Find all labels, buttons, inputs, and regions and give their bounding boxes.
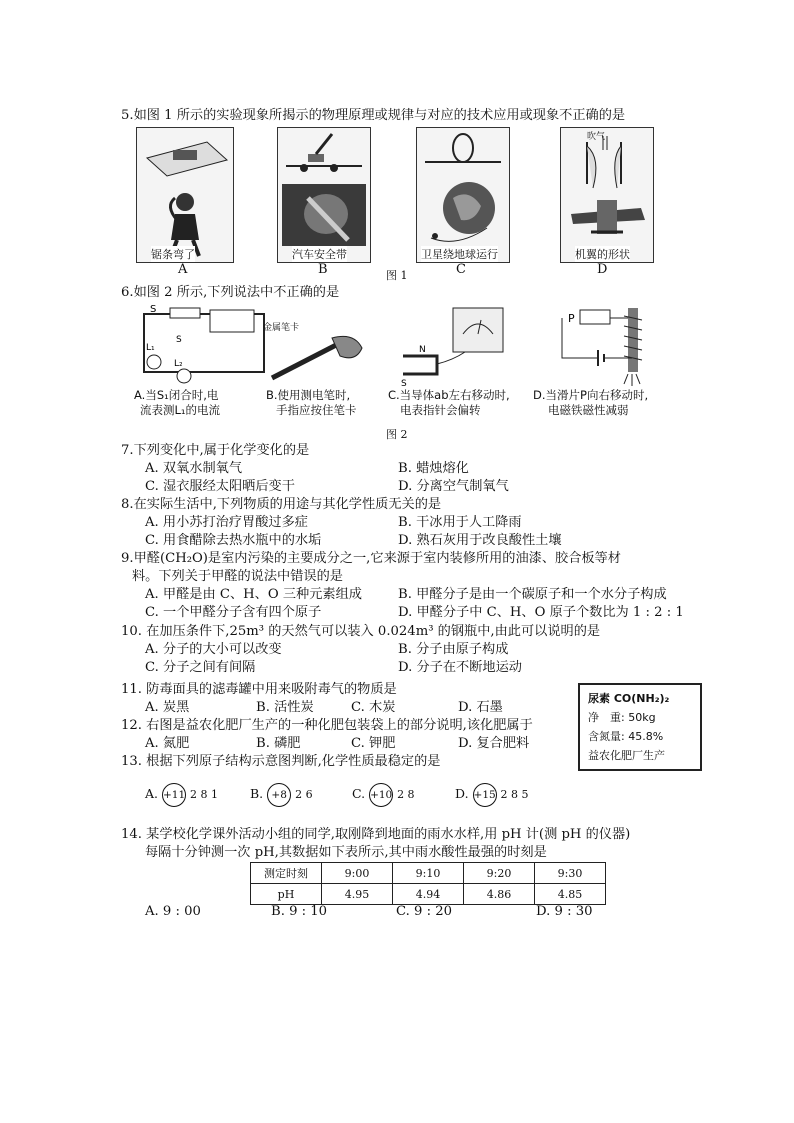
ph-table-cell: pH (251, 884, 322, 905)
fig2-c-caption-2: 电表指针会偏转 (400, 403, 481, 417)
fig1-b-image (277, 127, 371, 263)
ph-table-cell: 4.94 (393, 884, 464, 905)
fig1-d-image (560, 127, 654, 263)
q9-option-c: C. 一个甲醛分子含有四个原子 (145, 605, 322, 620)
atom-a-nucleus: +11 (162, 783, 186, 807)
fig1-d-letter: D (597, 262, 608, 277)
atom-d (455, 783, 529, 807)
ph-table-cell: 4.86 (464, 884, 535, 905)
atom-c-letter: C. (352, 786, 366, 801)
q9-stem-line1: 9.甲醛(CH₂O)是室内污染的主要成分之一,它来源于室内装修所用的油漆、胶合板等材 (121, 551, 621, 566)
fig2-b-caption-2: 手指应按住笔卡 (276, 403, 357, 417)
atom-b-nucleus: +8 (267, 783, 291, 807)
fig1-label: 图 1 (386, 269, 408, 282)
q9-option-d: D. 甲醛分子中 C、H、O 原子个数比为 1 : 2 : 1 (398, 605, 684, 620)
q11-option-c: C. 木炭 (351, 700, 396, 715)
q13-stem: 13. 根据下列原子结构示意图判断,化学性质最稳定的是 (121, 754, 441, 769)
fig2-c-galvanometer (393, 304, 513, 388)
fig1-b-drawing (278, 128, 370, 262)
q12-option-b: B. 磷肥 (256, 736, 301, 751)
fig2-d-caption-2: 电磁铁磁性减弱 (548, 403, 629, 417)
atom-b (250, 783, 313, 807)
fig1-b-letter: B (318, 262, 328, 277)
q14-option-d: D. 9 : 30 (536, 904, 593, 919)
atom-b-letter: B. (250, 786, 264, 801)
fig1-d-blow-label: 吹气 (587, 132, 606, 142)
q10-option-a: A. 分子的大小可以改变 (145, 642, 282, 657)
q14-stem-line1: 14. 某学校化学课外活动小组的同学,取刚降到地面的雨水水样,用 pH 计(测 pH 的仪器) (121, 827, 631, 842)
q8-option-d: D. 熟石灰用于改良酸性土壤 (398, 533, 562, 548)
q10-option-b: B. 分子由原子构成 (398, 642, 509, 657)
atom-c-nucleus: +10 (369, 783, 393, 807)
fig1-a-letter: A (178, 262, 188, 277)
ph-table-cell: 9:30 (535, 863, 606, 884)
fig1-d-drawing (561, 128, 653, 262)
q14-option-c: C. 9 : 20 (396, 904, 453, 919)
fig2-a-caption-2: 流表测L₁的电流 (140, 403, 221, 417)
atom-b-shells: 2 6 (295, 788, 313, 801)
svg-text:S: S (150, 304, 157, 315)
ph-table-cell: 9:00 (322, 863, 393, 884)
fig1-d-caption: 机翼的形状 (575, 248, 630, 261)
ph-table-cell: 9:10 (393, 863, 464, 884)
svg-text:L₁: L₁ (146, 343, 155, 353)
q7-stem: 7.下列变化中,属于化学变化的是 (121, 443, 310, 458)
fig2-b-caption-1: B.使用测电笔时, (266, 388, 351, 402)
ph-table-cell: 4.85 (535, 884, 606, 905)
q14-option-b: B. 9 : 10 (271, 904, 328, 919)
fig2-c-caption-1: C.当导体ab左右移动时, (388, 388, 510, 402)
q9-stem-line2: 料。下列关于甲醛的说法中错误的是 (132, 569, 343, 584)
q8-stem: 8.在实际生活中,下列物质的用途与其化学性质无关的是 (121, 497, 442, 512)
ph-table (250, 862, 606, 905)
q11-option-d: D. 石墨 (458, 700, 503, 715)
fig2-label: 图 2 (386, 428, 408, 441)
atom-c (352, 783, 415, 807)
ph-table-cell: 4.95 (322, 884, 393, 905)
atom-c-shells: 2 8 (397, 788, 415, 801)
q14-stem-line2: 每隔十分钟测一次 pH,其数据如下表所示,其中雨水酸性最强的时刻是 (145, 845, 547, 860)
fig1-a-image (136, 127, 234, 263)
q11-option-b: B. 活性炭 (256, 700, 314, 715)
svg-text:S: S (176, 335, 182, 345)
fig1-a-caption: 锯条弯了 (151, 248, 195, 261)
q7-option-a: A. 双氧水制氧气 (145, 461, 243, 476)
fertilizer-label-name: 尿素 CO(NH₂)₂ (588, 692, 670, 705)
atom-d-nucleus: +15 (473, 783, 497, 807)
ph-table-cell: 9:20 (464, 863, 535, 884)
fertilizer-label (578, 683, 702, 771)
ph-table-row-ph (251, 884, 606, 905)
atom-a-shells: 2 8 1 (189, 788, 218, 801)
atom-a-letter: A. (145, 786, 159, 801)
fig2-pen-label: 金属笔卡 (263, 323, 300, 333)
q9-option-b: B. 甲醛分子是由一个碳原子和一个水分子构成 (398, 587, 667, 602)
fig1-b-caption: 汽车安全带 (292, 248, 347, 261)
q7-option-d: D. 分离空气制氧气 (398, 479, 509, 494)
q6-stem: 6.如图 2 所示,下列说法中不正确的是 (121, 285, 340, 300)
q10-stem: 10. 在加压条件下,25m³ 的天然气可以装入 0.024m³ 的钢瓶中,由此可以说明的是 (121, 624, 601, 639)
svg-text:L₂: L₂ (174, 359, 183, 369)
fertilizer-label-nitrogen: 含氮量: 45.8% (588, 730, 664, 743)
q14-option-a: A. 9 : 00 (145, 904, 201, 919)
fig1-c-letter: C (456, 262, 466, 277)
atom-d-letter: D. (455, 786, 469, 801)
fig2-a-circuit (140, 304, 280, 388)
fig2-b-pen (262, 328, 372, 388)
svg-text:N: N (419, 345, 426, 355)
q11-stem: 11. 防毒面具的滤毒罐中用来吸附毒气的物质是 (121, 682, 397, 697)
fig2-a-caption-1: A.当S₁闭合时,电 (134, 388, 219, 402)
q10-option-c: C. 分子之间有间隔 (145, 660, 256, 675)
svg-text:S: S (401, 379, 407, 388)
fig1-a-drawing (137, 128, 233, 262)
atom-d-shells: 2 8 5 (500, 788, 529, 801)
q8-option-b: B. 干冰用于人工降雨 (398, 515, 522, 530)
q12-stem: 12. 右图是益农化肥厂生产的一种化肥包装袋上的部分说明,该化肥属于 (121, 718, 533, 733)
q12-option-a: A. 氮肥 (145, 736, 190, 751)
q7-option-b: B. 蜡烛熔化 (398, 461, 469, 476)
q7-option-c: C. 湿衣服经太阳晒后变干 (145, 479, 295, 494)
q8-option-a: A. 用小苏打治疗胃酸过多症 (145, 515, 308, 530)
fig1-c-image (416, 127, 510, 263)
svg-text:P: P (568, 312, 575, 325)
q10-option-d: D. 分子在不断地运动 (398, 660, 522, 675)
fig2-d-electromagnet (558, 304, 662, 388)
ph-table-cell: 测定时刻 (251, 863, 322, 884)
fig1-c-drawing (417, 128, 509, 262)
q8-option-c: C. 用食醋除去热水瓶中的水垢 (145, 533, 322, 548)
q9-option-a: A. 甲醛是由 C、H、O 三种元素组成 (145, 587, 362, 602)
atom-a (145, 783, 218, 807)
fertilizer-label-weight: 净 重: 50kg (588, 711, 656, 724)
q11-option-a: A. 炭黑 (145, 700, 190, 715)
ph-table-row-time (251, 863, 606, 884)
q12-option-c: C. 钾肥 (351, 736, 396, 751)
q12-option-d: D. 复合肥料 (458, 736, 530, 751)
fig1-c-caption: 卫星绕地球运行 (421, 248, 498, 261)
fig2-d-caption-1: D.当滑片P向右移动时, (533, 388, 649, 402)
q5-stem: 5.如图 1 所示的实验现象所揭示的物理原理或规律与对应的技术应用或现象不正确的是 (121, 108, 626, 123)
fertilizer-label-maker: 益农化肥厂生产 (588, 749, 665, 762)
